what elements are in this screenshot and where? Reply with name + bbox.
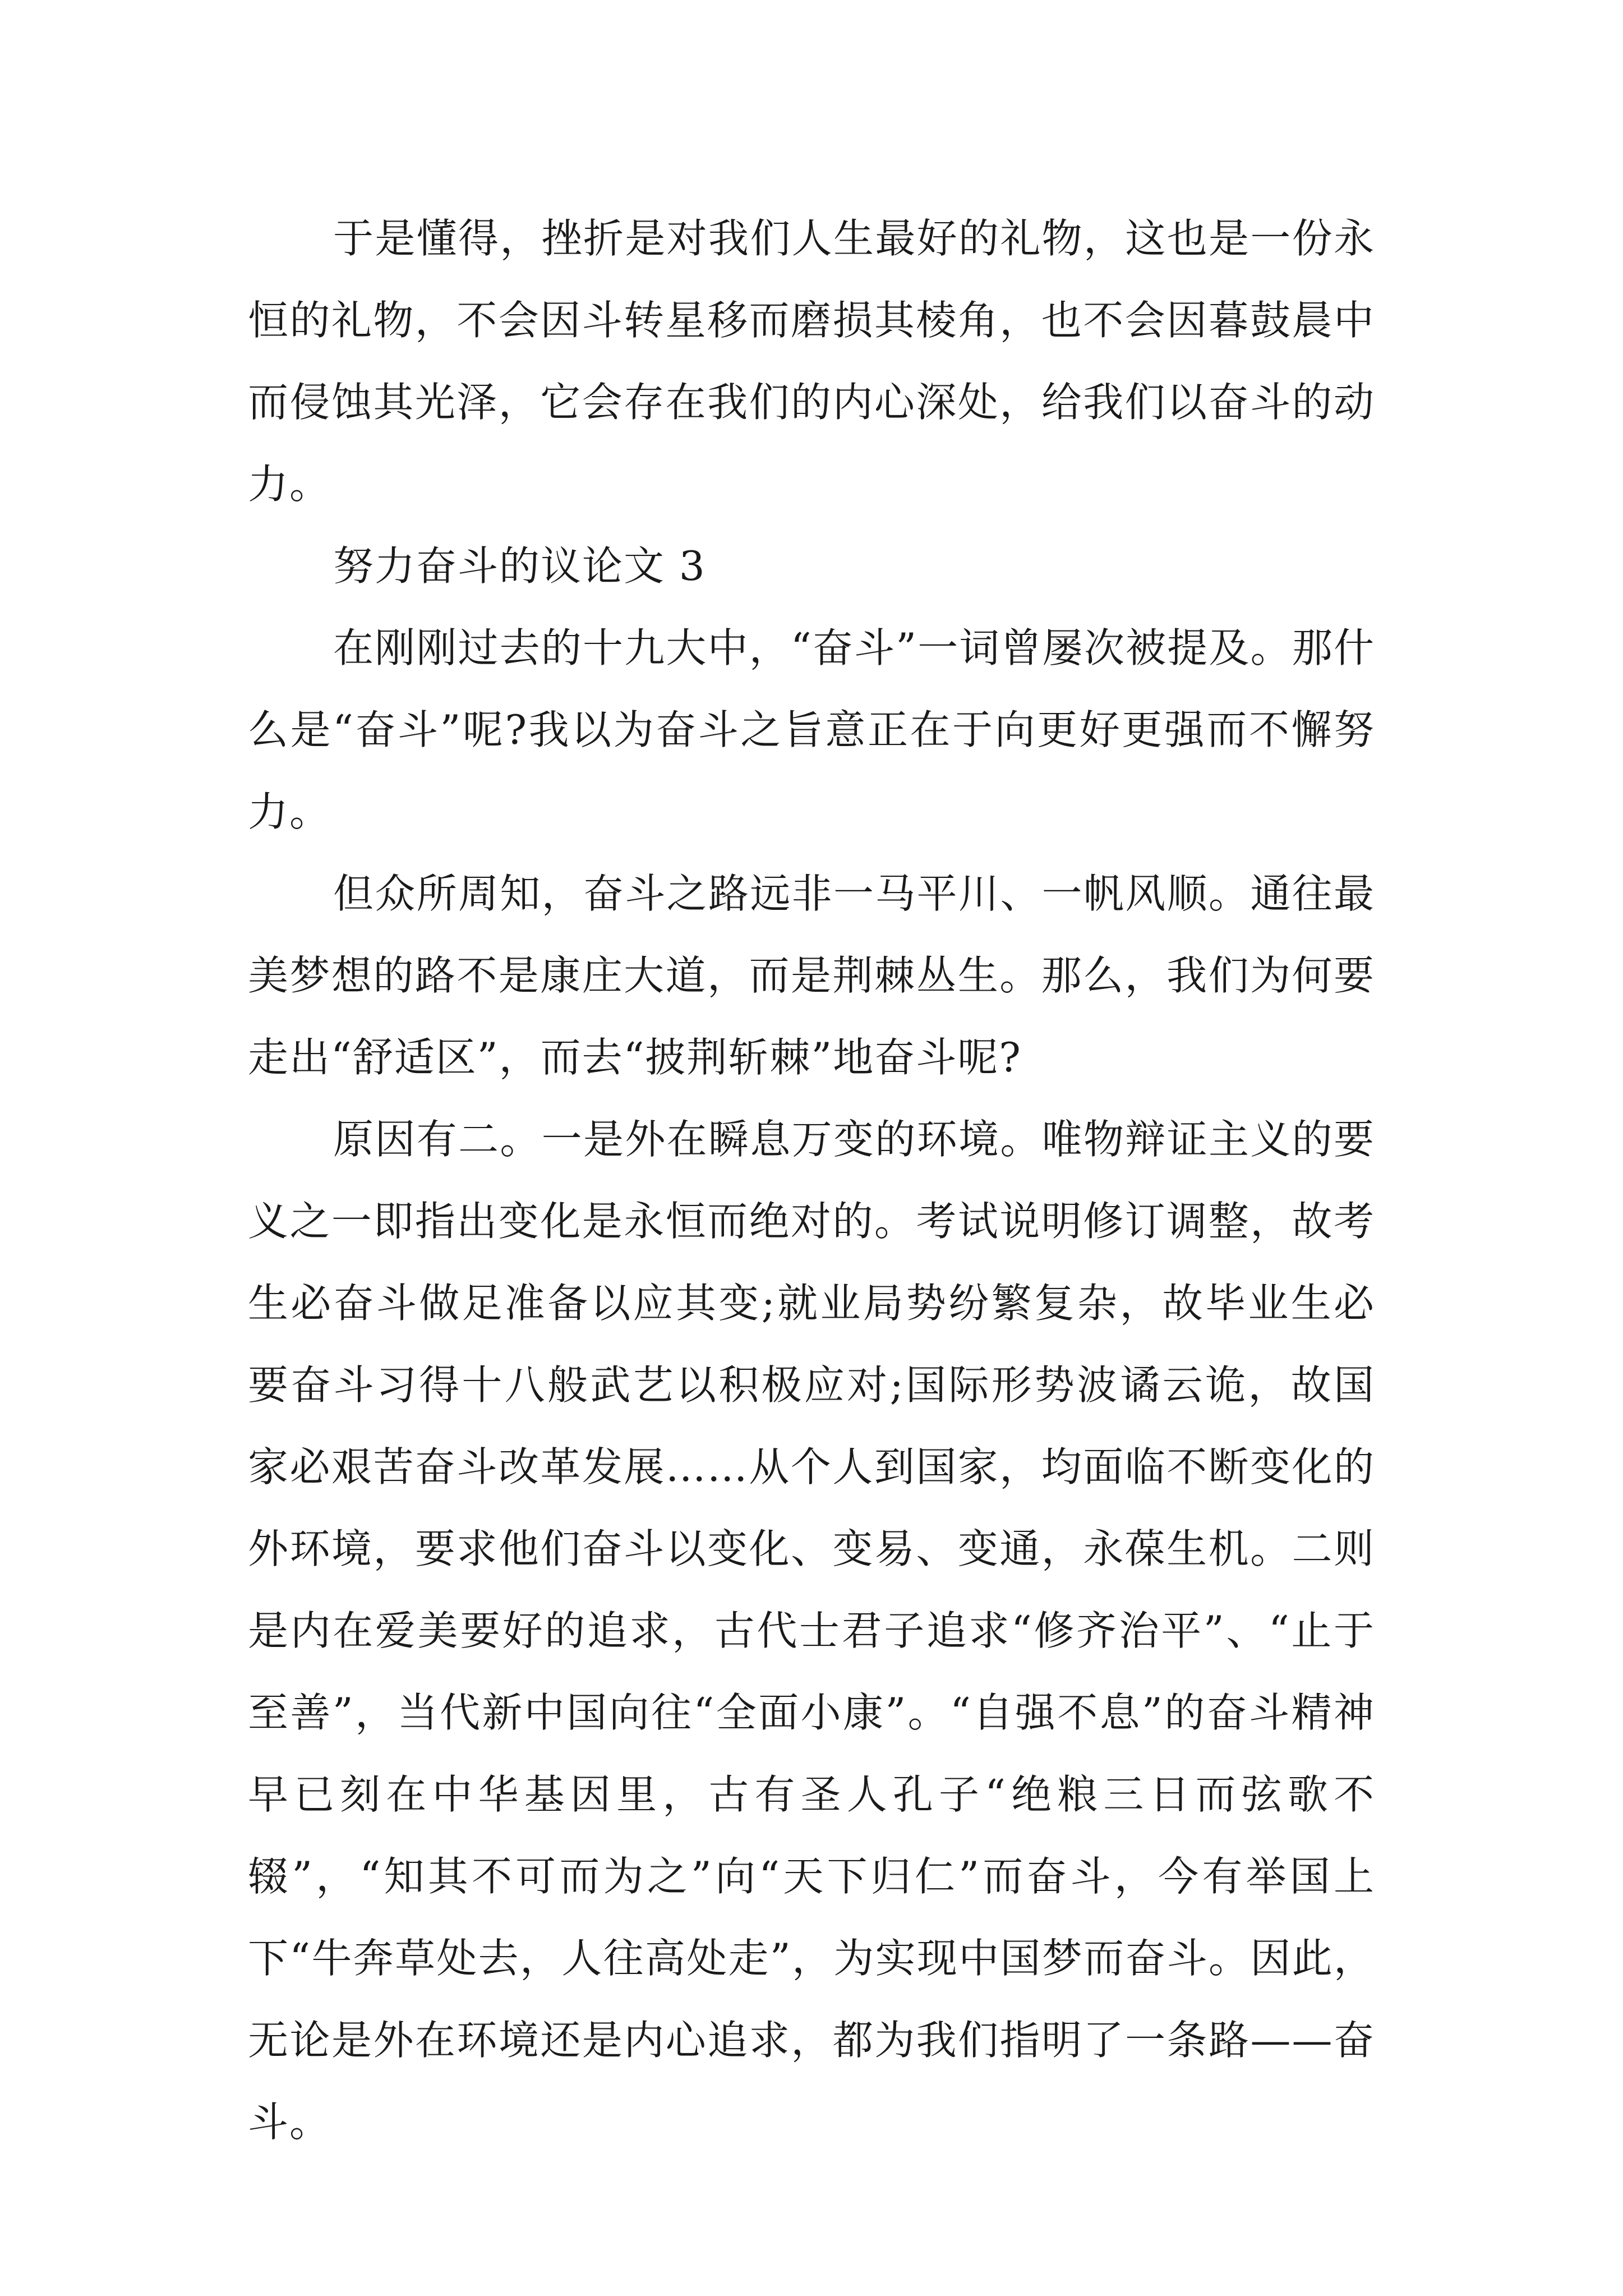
paragraph-two-reasons: 原因有二。一是外在瞬息万变的环境。唯物辩证主义的要义之一即指出变化是永恒而绝对的。考试说明修订调整，故考生必奋斗做足准备以应其变;就业局势纷繁复杂，故毕业生必要奋斗习得十八般武艺以积极应对;国际形势波谲云诡，故国家必艰苦奋斗改革发展……从个人到国家，均面临不断变化的外环境，要求他们奋斗以变化、变易、变通，永葆生机。二则是内在爱美要好的追求，古代士君子追求“修齐治平”、“止于至善”，当代新中国向往“全面小康”。“自强不息”的奋斗精神早已刻在中华基因里，古有圣人孔子“绝粮三日而弦歌不辍”，“知其不可而为之”向“天下归仁”而奋斗，今有举国上下“牛奔草处去，人往高处走”，为实现中国梦而奋斗。因此，无论是外在环境还是内心追求，都为我们指明了一条路——奋斗。 [248, 1116, 1375, 2146]
paragraph-meaning-of-striving: 在刚刚过去的十九大中，“奋斗”一词曾屡次被提及。那什么是“奋斗”呢?我以为奋斗之旨意正在于向更好更强而不懈努力。 [248, 624, 1375, 835]
paragraph-road-of-striving: 但众所周知，奋斗之路远非一马平川、一帆风顺。通往最美梦想的路不是康庄大道，而是荆棘丛生。那么，我们为何要走出“舒适区”，而去“披荆斩棘”地奋斗呢? [248, 870, 1375, 1081]
section-heading: 努力奋斗的议论文 3 [333, 542, 706, 590]
paragraph-gift-of-setbacks: 于是懂得，挫折是对我们人生最好的礼物，这也是一份永恒的礼物，不会因斗转星移而磨损其棱角，也不会因暮鼓晨中而侵蚀其光泽，它会存在我们的内心深处，给我们以奋斗的动力。 [248, 215, 1375, 508]
document-body [248, 197, 1375, 2163]
